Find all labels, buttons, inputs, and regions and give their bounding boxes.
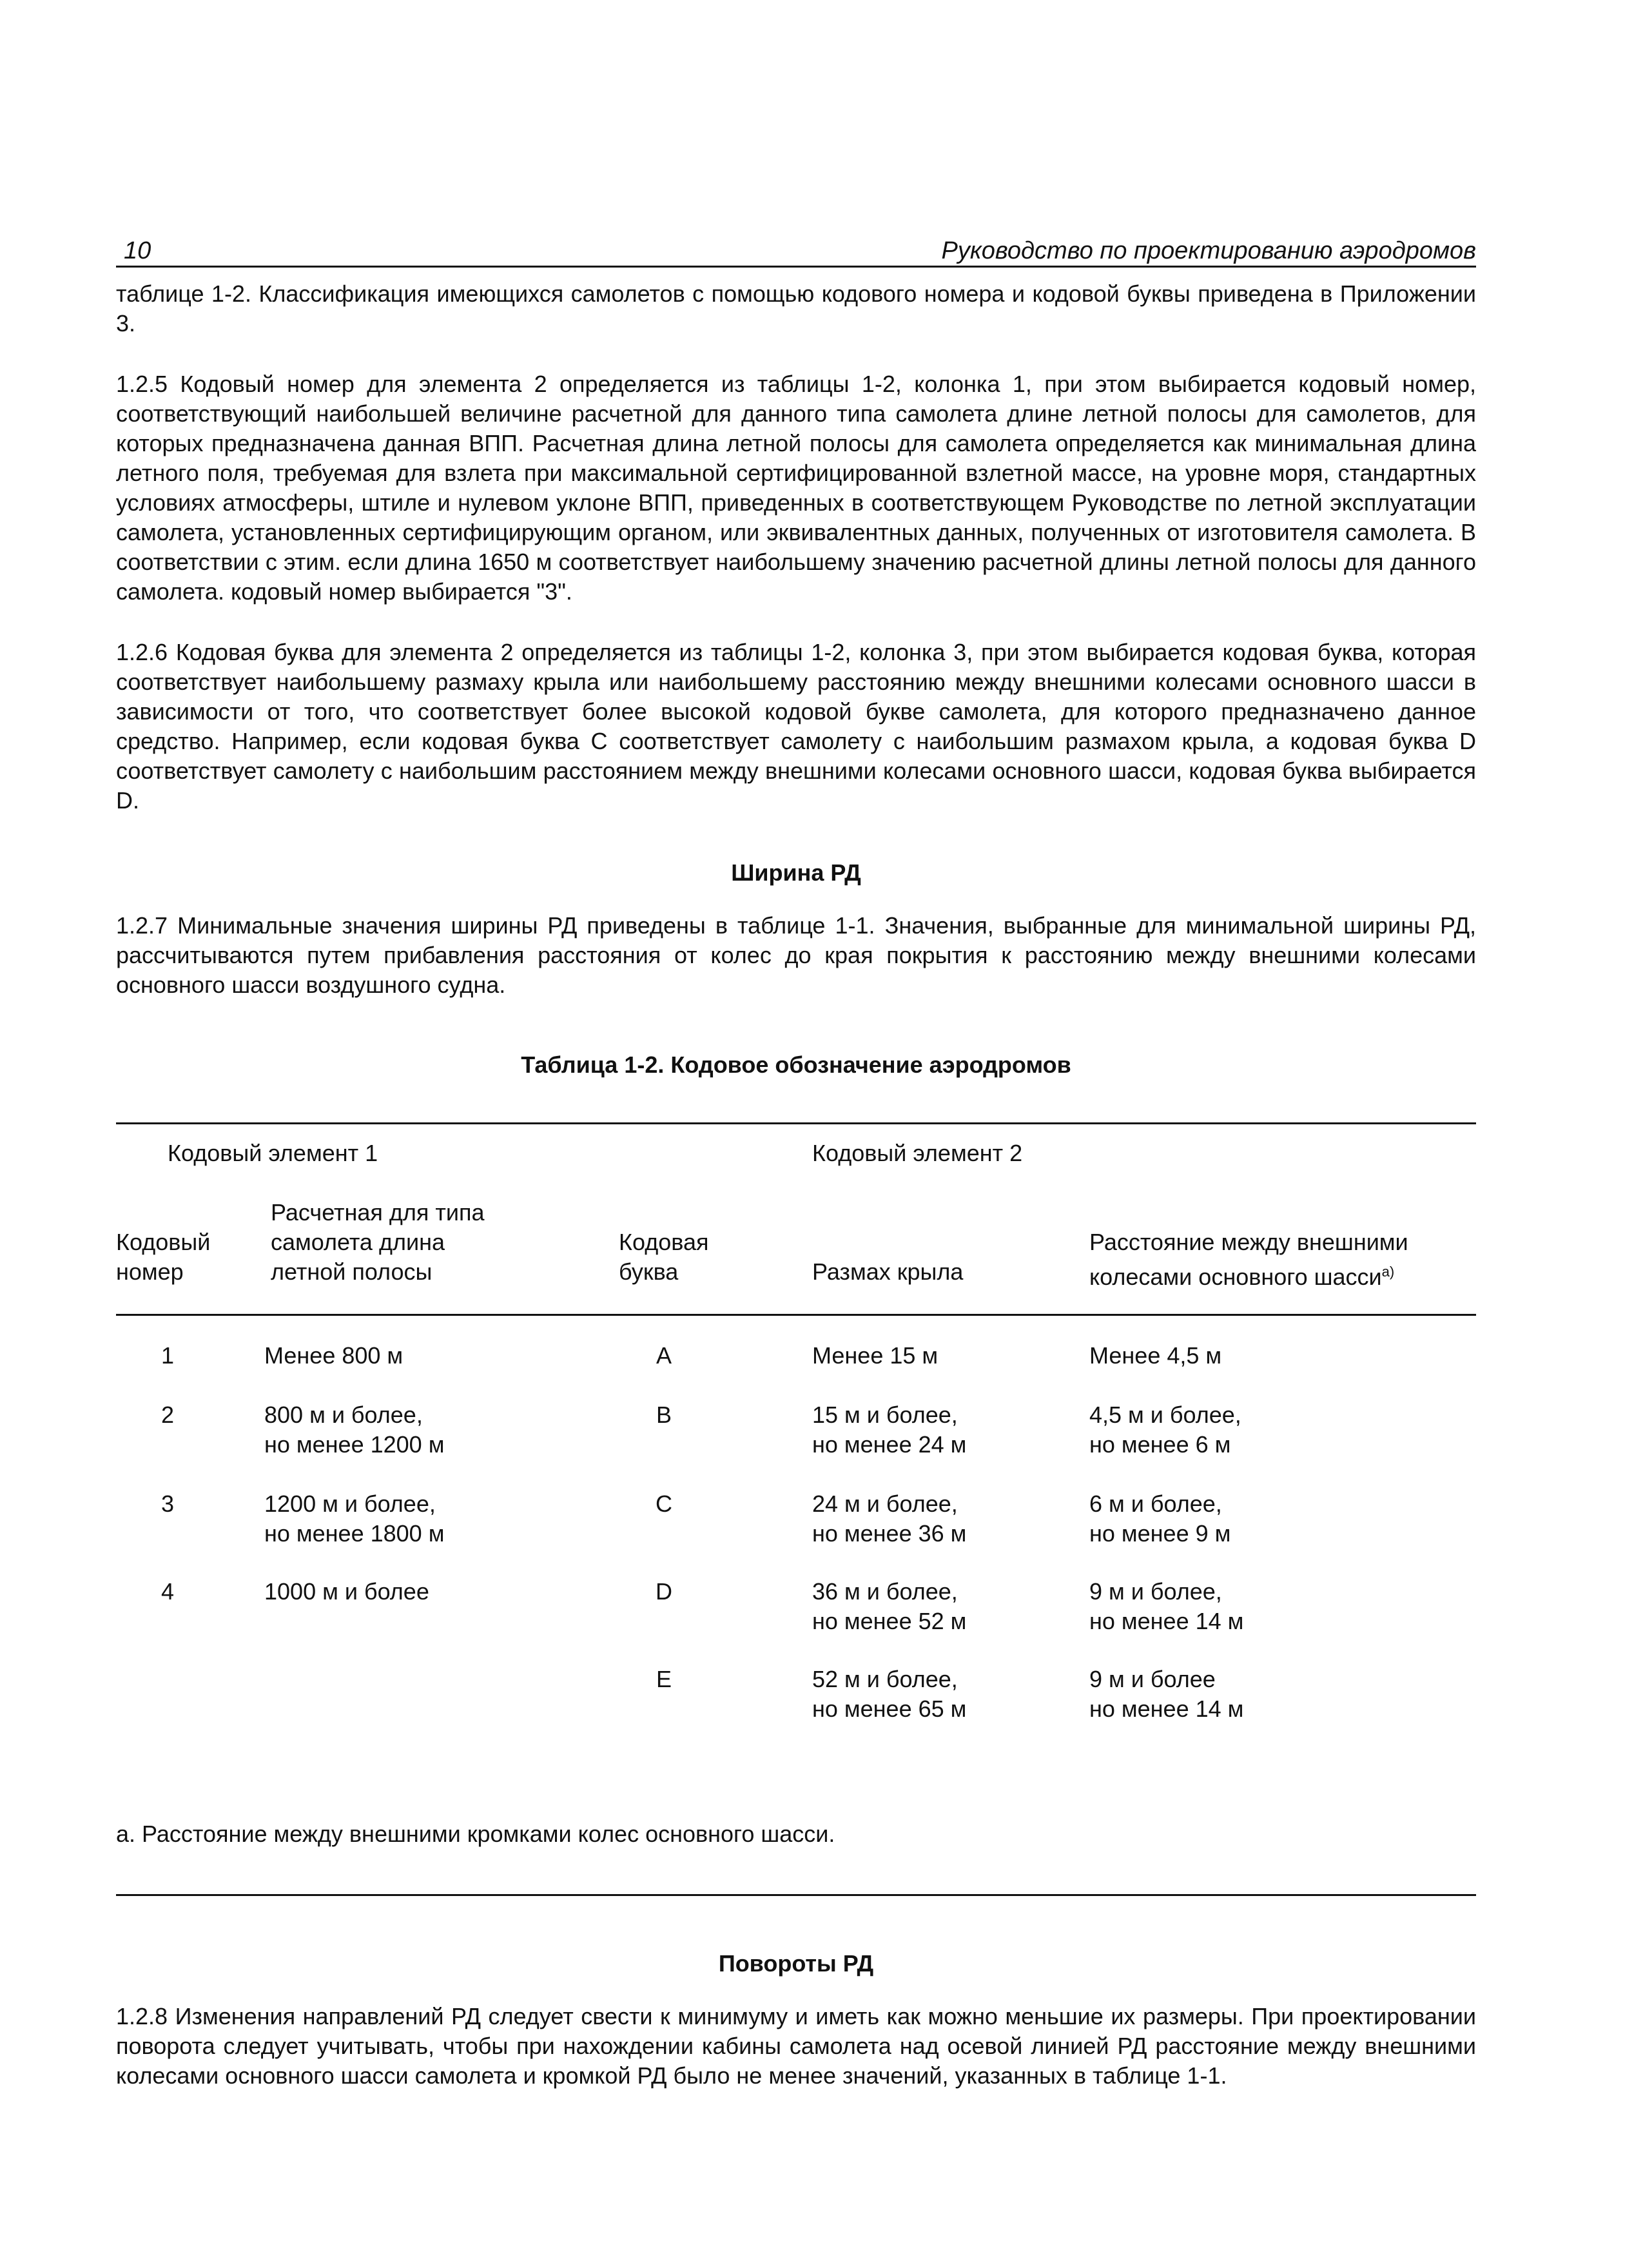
- col-header-gear-span: Расстояние между внешними колесами основного шасси$^{a)}$: [1089, 1229, 1408, 1290]
- paragraph-1-2-8: 1.2.8 Изменения направлений РД следует свести к минимуму и иметь как можно меньшие их размеры. При проектировании поворота следует учитывать, чтобы при нахождении кабины самолета над осевой линией РД расстояние между внешними колесами основного шасси самолета и кромкой РД было не менее значений, указанных в таблице 1-1.: [116, 2003, 1476, 2089]
- page-header: [116, 232, 1476, 268]
- group-header-element-2: Кодовый элемент 2: [812, 1140, 1023, 1166]
- group-header-element-1: Кодовый элемент 1: [168, 1140, 378, 1166]
- col-header-code-number: Кодовый номер: [116, 1229, 211, 1285]
- table-caption: Таблица 1-2. Кодовое обозначение аэродромов: [521, 1051, 1071, 1078]
- table-footnote: a. Расстояние между внешними кромками колес основного шасси.: [116, 1821, 835, 1847]
- paragraph-1-2-6: 1.2.6 Кодовая буква для элемента 2 определяется из таблицы 1-2, колонка 3, при этом выбирается кодовая буква, которая соответствует наибольшему размаху крыла или наибольшему расстоянию между внешними колесами основного шасси в зависимости от того, что соответствует более высокой кодовой букве самолета, для которого предназначено данное средство. Например, если кодовая буква С соответствует самолету с наибольшим размахом крыла, а кодовая буква D соответствует самолету с наибольшим расстоянием между внешними колесами основного шасси, кодовая буква выбирается D.: [116, 639, 1476, 814]
- running-title: Руководство по проектированию аэродромов: [941, 237, 1476, 264]
- col-header-wingspan: Размах крыла: [812, 1258, 964, 1285]
- paragraph-1-2-5: 1.2.5 Кодовый номер для элемента 2 определяется из таблицы 1-2, колонка 1, при этом выбирается кодовый номер, соответствующий наибольшей величине расчетной для данного типа самолета длине летной полосы для самолетов, для которых предназначена данная ВПП. Расчетная длина летной полосы для самолета определяется как минимальная длина летного поля, требуемая для взлета при максимальной сертифицированной взлетной массе, на уровне моря, стандартных условиях атмосферы, штиле и нулевом уклоне ВПП, приведенных в соответствующем Руководстве по летной эксплуатации самолета, установленных сертифицирующим органом, или эквивалентных данных, полученных от изготовителя самолета. В соответствии с этим. если длина 1650 м соответствует наибольшему значению расчетной длины летной полосы для данного самолета. кодовый номер выбирается "3".: [116, 371, 1476, 605]
- footnote-marker: a): [1381, 1264, 1395, 1280]
- paragraph-1-2-7: 1.2.7 Минимальные значения ширины РД приведены в таблице 1-1. Значения, выбранные для минимальной ширины РД, рассчитываются путем прибавления расстояния от колес до края покрытия к расстоянию между внешними колесами основного шасси воздушного судна.: [116, 912, 1476, 998]
- col-header-field-length: Расчетная для типа самолета длина летной полосы: [271, 1199, 485, 1285]
- page-number: 10: [124, 237, 151, 264]
- section-heading-turns: Повороты РД: [718, 1950, 874, 1977]
- section-heading-width: Ширина РД: [731, 859, 861, 886]
- col-header-code-letter: Кодовая буква: [619, 1229, 709, 1285]
- table-bottom-rule: [116, 1894, 1476, 1896]
- table-header-rule: [116, 1314, 1476, 1316]
- paragraph-continued: таблице 1-2. Классификация имеющихся самолетов с помощью кодового номера и кодовой буквы приведена в Приложении 3.: [116, 280, 1476, 337]
- code-table: Кодовый элемент 1 Кодовый элемент 2 Кодовый номер Расчетная для типа самолета длина летной полосы Кодовая буква Размах крыла Расстояние между внешними колесами основного шасси$^{a)}$ 1 Менее 800 м A Менее 15 м Менее 4,5 м 2 800 м и более, но менее 1200 м B 15 м и более, но менее 24 м 4,5 м и более, но менее 6 м 3 1200 м и более, но менее 1800 м C 24 м и более, но менее 36 м 6 м и более, но менее 9 м 4 1000 м и более D 36 м и более, но менее 52 м 9 м и более, но менее 14 м E 52 м и более, но менее 65 м 9 м и более но менее 14 м: [116, 1124, 1476, 1808]
- document-page: [116, 232, 1476, 2091]
